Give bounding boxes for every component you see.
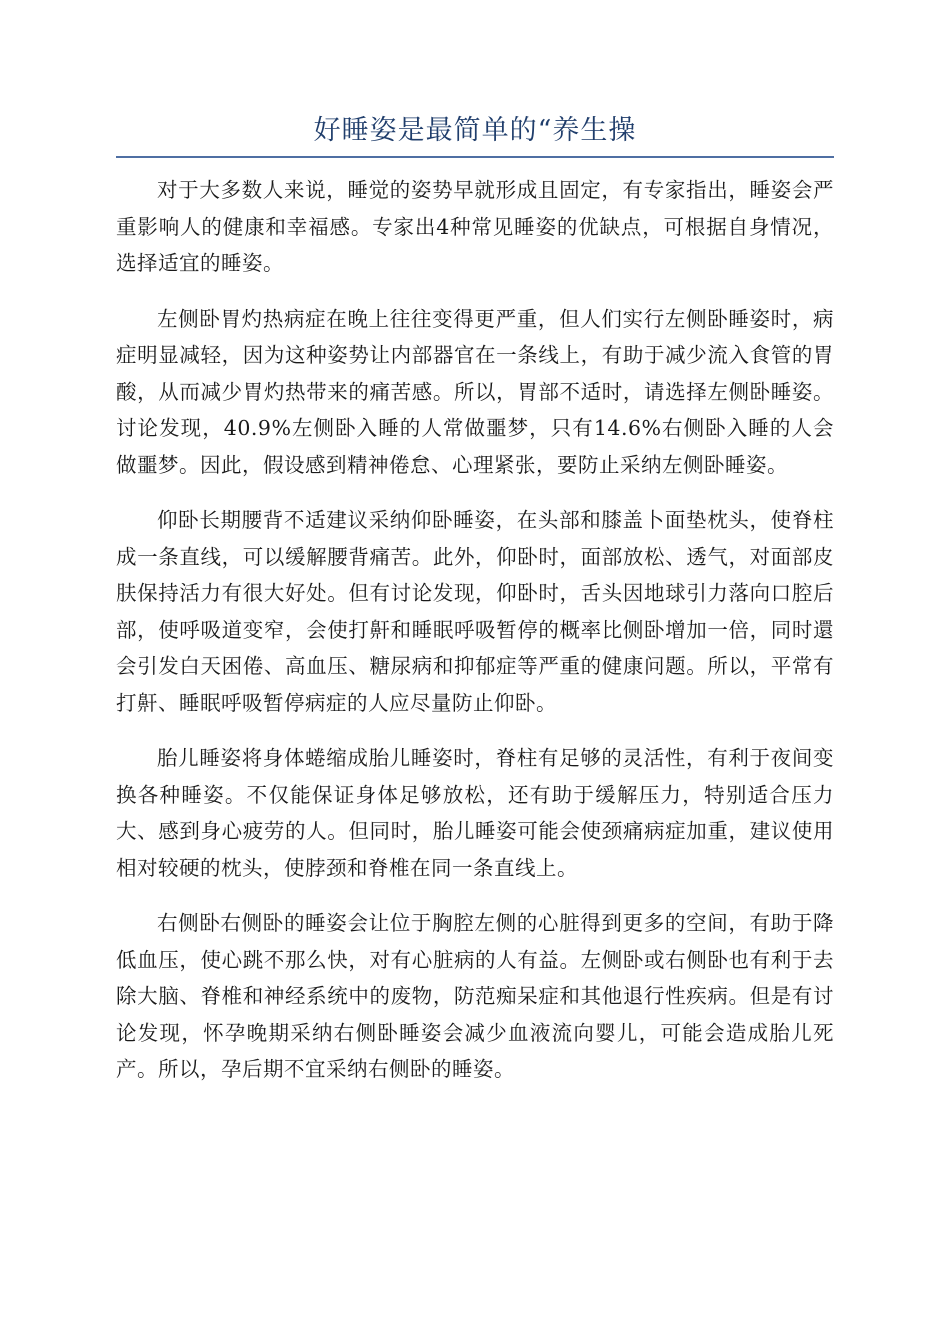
page-title: 好睡姿是最简单的“养生操 — [313, 115, 637, 146]
title-block — [116, 112, 834, 158]
paragraph-intro: 对于大多数人来说，睡觉的姿势早就形成且固定，有专家指出，睡姿会严重影响人的健康和幸福感。专家出4种常见睡姿的优缺点，可根据自身情况，选择适宜的睡姿。 — [116, 178, 834, 275]
paragraph-supine: 仰卧长期腰背不适建议采纳仰卧睡姿，在头部和膝盖卜面垫枕头，使脊柱成一条直线，可以缓解腰背痛苦。此外，仰卧时，面部放松、透气，对面部皮肤保持活力有很大好处。但有讨论发现，仰卧时，舌头因地球引力落向口腔后部，使呼吸道变窄，会使打鼾和睡眠呼吸暂停的概率比侧卧增加一倍，同时還会引发白天困倦、高血压、糖尿病和抑郁症等严重的健康问题。所以，平常有打鼾、睡眠呼吸暂停病症的人应尽量防止仰卧。 — [116, 508, 834, 715]
article-body — [116, 172, 834, 1107]
paragraph-fetal: 胎儿睡姿将身体蜷缩成胎儿睡姿时，脊柱有足够的灵活性，有利于夜间变换各种睡姿。不仅能保证身体足够放松，还有助于缓解压力，特别适合压力大、感到身心疲劳的人。但同时，胎儿睡姿可能会使颈痛病症加重，建议使用相对较硬的枕头，使脖颈和脊椎在同一条直线上。 — [116, 746, 834, 880]
paragraph-left-side: 左侧卧胃灼热病症在晚上往往变得更严重，但人们实行左侧卧睡姿时，病症明显减轻，因为这种姿势让内部器官在一条线上，有助于减少流入食管的胃酸，从而减少胃灼热带来的痛苦感。所以，胃部不适时，请选择左侧卧睡姿。讨论发现，40.9%左侧卧入睡的人常做噩梦，只有14.6%右侧卧入睡的人会做噩梦。因此，假设感到精神倦怠、心理紧张，要防止采纳左侧卧睡姿。 — [116, 306, 834, 477]
paragraph-right-side: 右侧卧右侧卧的睡姿会让位于胸腔左侧的心脏得到更多的空间，有助于降低血压，使心跳不那么快，对有心脏病的人有益。左侧卧或右侧卧也有利于去除大脑、脊椎和神经系统中的废物，防范痴呆症和其他退行性疾病。但是有讨论发现，怀孕晚期采纳右侧卧睡姿会减少血液流向婴儿，可能会造成胎儿死产。所以，孕后期不宜采纳右侧卧的睡姿。 — [116, 911, 834, 1081]
